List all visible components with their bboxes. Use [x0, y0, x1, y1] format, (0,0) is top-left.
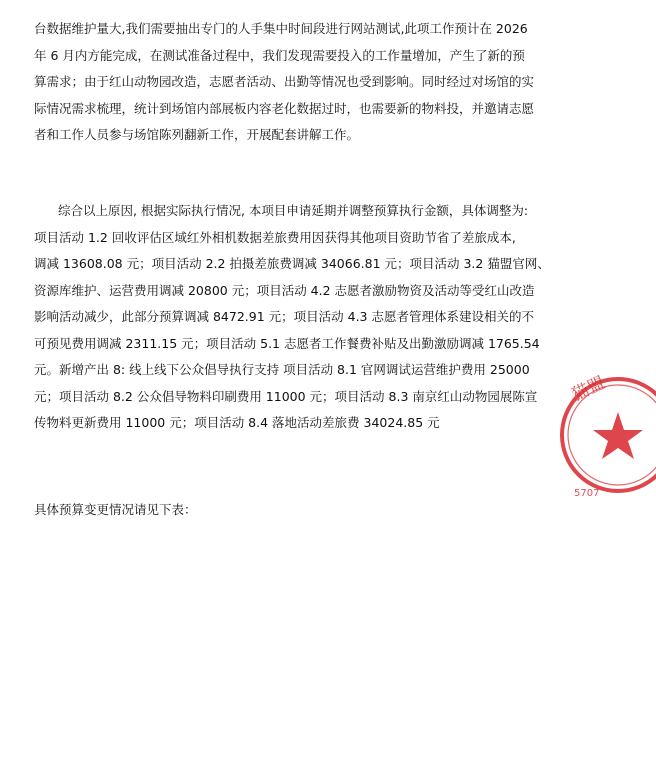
text-line: 调减 13608.08 元；项目活动 2.2 拍摄差旅费调减 34066.81 元；项目活动 3.2 猫盟官网、: [34, 256, 550, 271]
text-line: 台数据维护量大,我们需要抽出专门的人手集中时间段进行网站测试,此项工作预计在 2026: [34, 21, 528, 36]
text-line: 具体预算变更情况请见下表：: [34, 502, 197, 517]
text-line: 资源库维护、运营费用调减 20800 元；项目活动 4.2 志愿者激励物资及活动等受红山改造: [34, 282, 535, 298]
paragraph-background: [34, 16, 535, 149]
seal-number: 5707: [574, 488, 600, 499]
text-line: 综合以上原因, 根据实际执行情况, 本项目申请延期并调整预算执行金额，具体调整为:: [58, 203, 529, 218]
star-icon: [593, 412, 643, 459]
text-line: 可预见费用调减 2311.15 元；项目活动 5.1 志愿者工作餐费补贴及出勤激励调减 1765.54: [34, 335, 540, 351]
text-line: 算需求；由于红山动物园改造，志愿者活动、出勤等情况也受到影响。同时经过对场馆的实: [34, 74, 535, 89]
text-line: 际情况需求梳理，统计到场馆内部展板内容老化数据过时，也需要新的物料投，并邀请志愿: [34, 100, 535, 116]
text-line: 年 6 月内方能完成，在测试准备过程中，我们发现需要投入的工作量增加，产生了新的预: [34, 47, 525, 63]
text-line: 传物料更新费用 11000 元；项目活动 8.4 落地活动差旅费 34024.85 元: [34, 415, 440, 430]
text-line: 项目活动 1.2 回收评估区域红外相机数据差旅费用因获得其他项目资助节省了差旅成本,: [34, 229, 516, 245]
official-seal: [556, 360, 656, 510]
paragraph-see-table: [34, 497, 502, 524]
text-line: 者和工作人员参与场馆陈列翻新工作，开展配套讲解工作。: [34, 127, 360, 142]
paragraph-adjustments: [34, 198, 550, 437]
text-line: 影响活动减少，此部分预算调减 8472.91 元；项目活动 4.3 志愿者管理体系建设相关的不: [34, 309, 534, 324]
text-line: 元。新增产出 8: 线上线下公众倡导执行支持 项目活动 8.1 官网调试运营维护费用 25000: [34, 362, 530, 377]
text-line: 元；项目活动 8.2 公众倡导物料印刷费用 11000 元；项目活动 8.3 南京红山动物园展陈宣: [34, 388, 538, 404]
seal-text: 猫盟: [568, 372, 609, 406]
